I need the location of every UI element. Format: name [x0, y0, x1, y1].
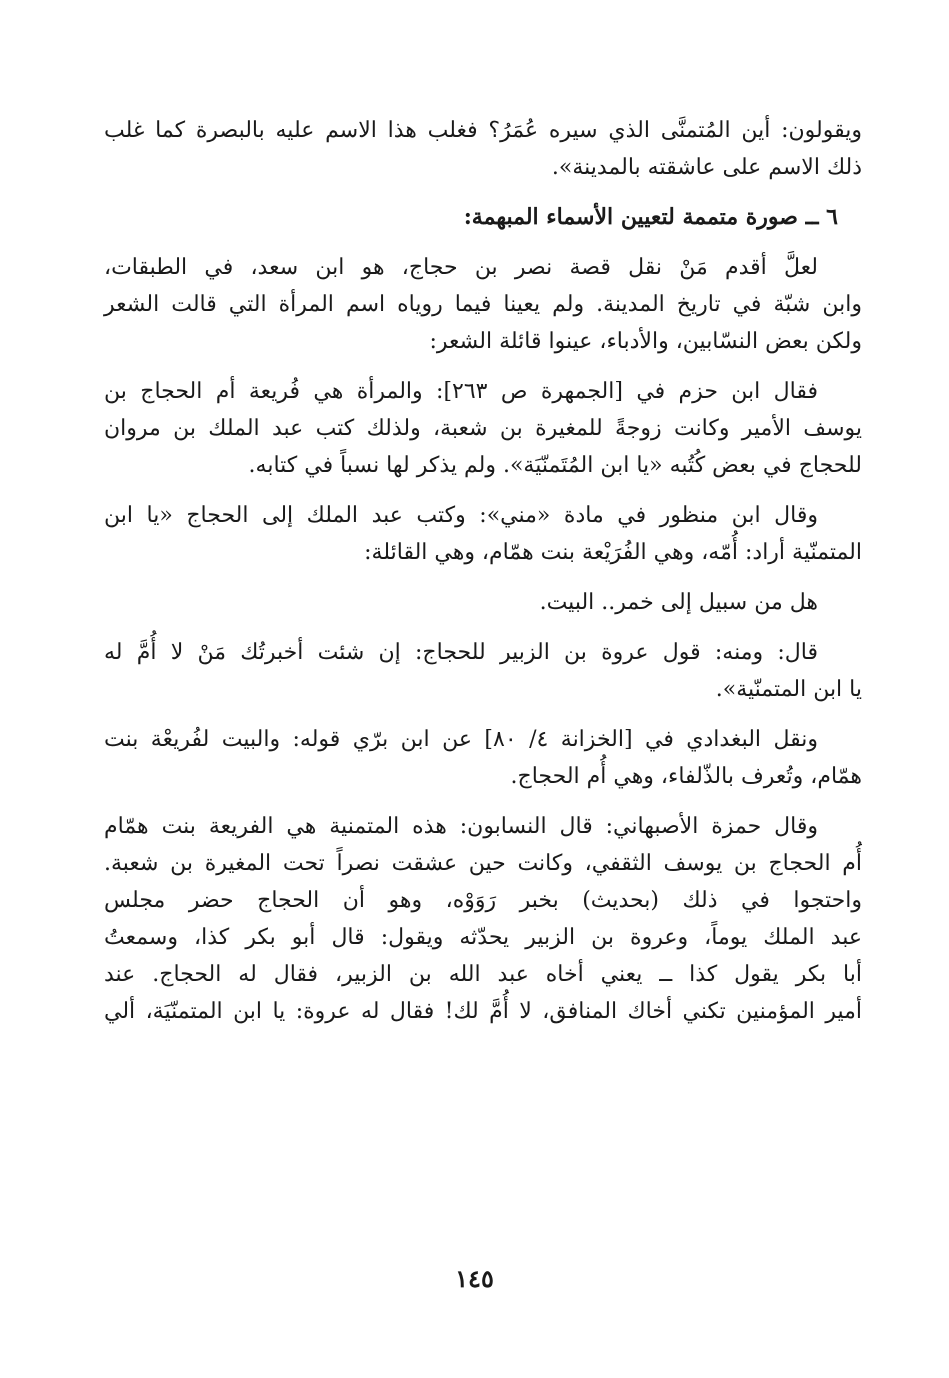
- paragraph-5: [104, 634, 862, 708]
- text-line: وقال حمزة الأصبهاني: قال النسابون: هذه المتمنية هي الفريعة بنت همّام: [104, 814, 818, 839]
- text-line: يا ابن المتمنّية».: [715, 677, 862, 702]
- text-line: فقال ابن حزم في [الجمهرة ص ٢٦٣]: والمرأة هي فُريعة أم الحجاج بن: [104, 379, 818, 404]
- text-line: وابن شبّة في تاريخ المدينة. ولم يعينا فيما روياه اسم المرأة التي قالت الشعر: [104, 292, 862, 317]
- text-line: واحتجوا في ذلك (بحديث) بخبر رَوَوْه، وهو أن الحجاج حضر مجلس: [104, 888, 862, 913]
- text-line: لعلَّ أقدم مَنْ نقل قصة نصر بن حجاج، هو ابن سعد، في الطبقات،: [104, 255, 818, 280]
- paragraph-7: [104, 808, 862, 1030]
- text-line: يوسف الأمير وكانت زوجةً للمغيرة بن شعبة، ولذلك كتب عبد الملك بن مروان: [104, 416, 862, 441]
- text-line: المتمنّية أراد: أُمّه، وهي الفُرَيْعة بنت همّام، وهي القائلة:: [364, 540, 862, 565]
- paragraph-2: [104, 249, 862, 360]
- text-line: ونقل البغدادي في [الخزانة ٤/ ٨٠] عن ابن برّي قوله: والبيت لفُريعْة بنت: [104, 727, 818, 752]
- paragraph-4: [104, 497, 862, 571]
- paragraph-3: [104, 373, 862, 484]
- text-line: همّام، وتُعرف بالذّلفاء، وهي أُم الحجاج.: [510, 764, 862, 789]
- text-line: أُم الحجاج بن يوسف الثقفي، وكانت حين عشقت نصراً تحت المغيرة بن شعبة.: [104, 851, 862, 876]
- verse-line: هل من سبيل إلى خمر.. البيت.: [539, 590, 818, 615]
- text-line: ولكن بعض النسّابين، والأدباء، عينوا قائلة الشعر:: [429, 329, 862, 354]
- paragraph-6: [104, 721, 862, 795]
- page-number: ١٤٥: [455, 1264, 494, 1293]
- section-heading: ٦ ــ صورة متممة لتعيين الأسماء المبهمة:: [463, 204, 838, 230]
- paragraph-1: [104, 112, 862, 186]
- text-line: للحجاج في بعض كُتُبه «يا ابن المُتَمنّيَة». ولم يذكر لها نسباً في كتابه.: [248, 453, 862, 478]
- text-line: أمير المؤمنين تكني أخاك المنافق، لا أُمَّ لك! فقال له عروة: يا ابن المتمنّيَة، ألي: [104, 999, 862, 1024]
- text-line: قال: ومنه: قول عروة بن الزبير للحجاج: إن شئت أخبرتُك مَنْ لا أُمَّ له: [104, 640, 818, 665]
- text-line: عبد الملك يوماً، وعروة بن الزبير يحدّثه ويقول: قال أبو بكر كذا، وسمعتُ: [104, 925, 862, 950]
- text-line: ويقولون: أين المُتمنَّى الذي سيره عُمَرُ؟ فغلب هذا الاسم عليه بالبصرة كما غلب: [104, 118, 862, 143]
- page-body: [104, 112, 862, 1030]
- text-line: ذلك الاسم على عاشقته بالمدينة».: [551, 155, 862, 180]
- text-line: وقال ابن منظور في مادة «مني»: وكتب عبد الملك إلى الحجاج «يا ابن: [104, 503, 818, 528]
- text-line: أبا بكر يقول كذا ــ يعني أخاه عبد الله بن الزبير، فقال له الحجاج. عند: [104, 962, 862, 987]
